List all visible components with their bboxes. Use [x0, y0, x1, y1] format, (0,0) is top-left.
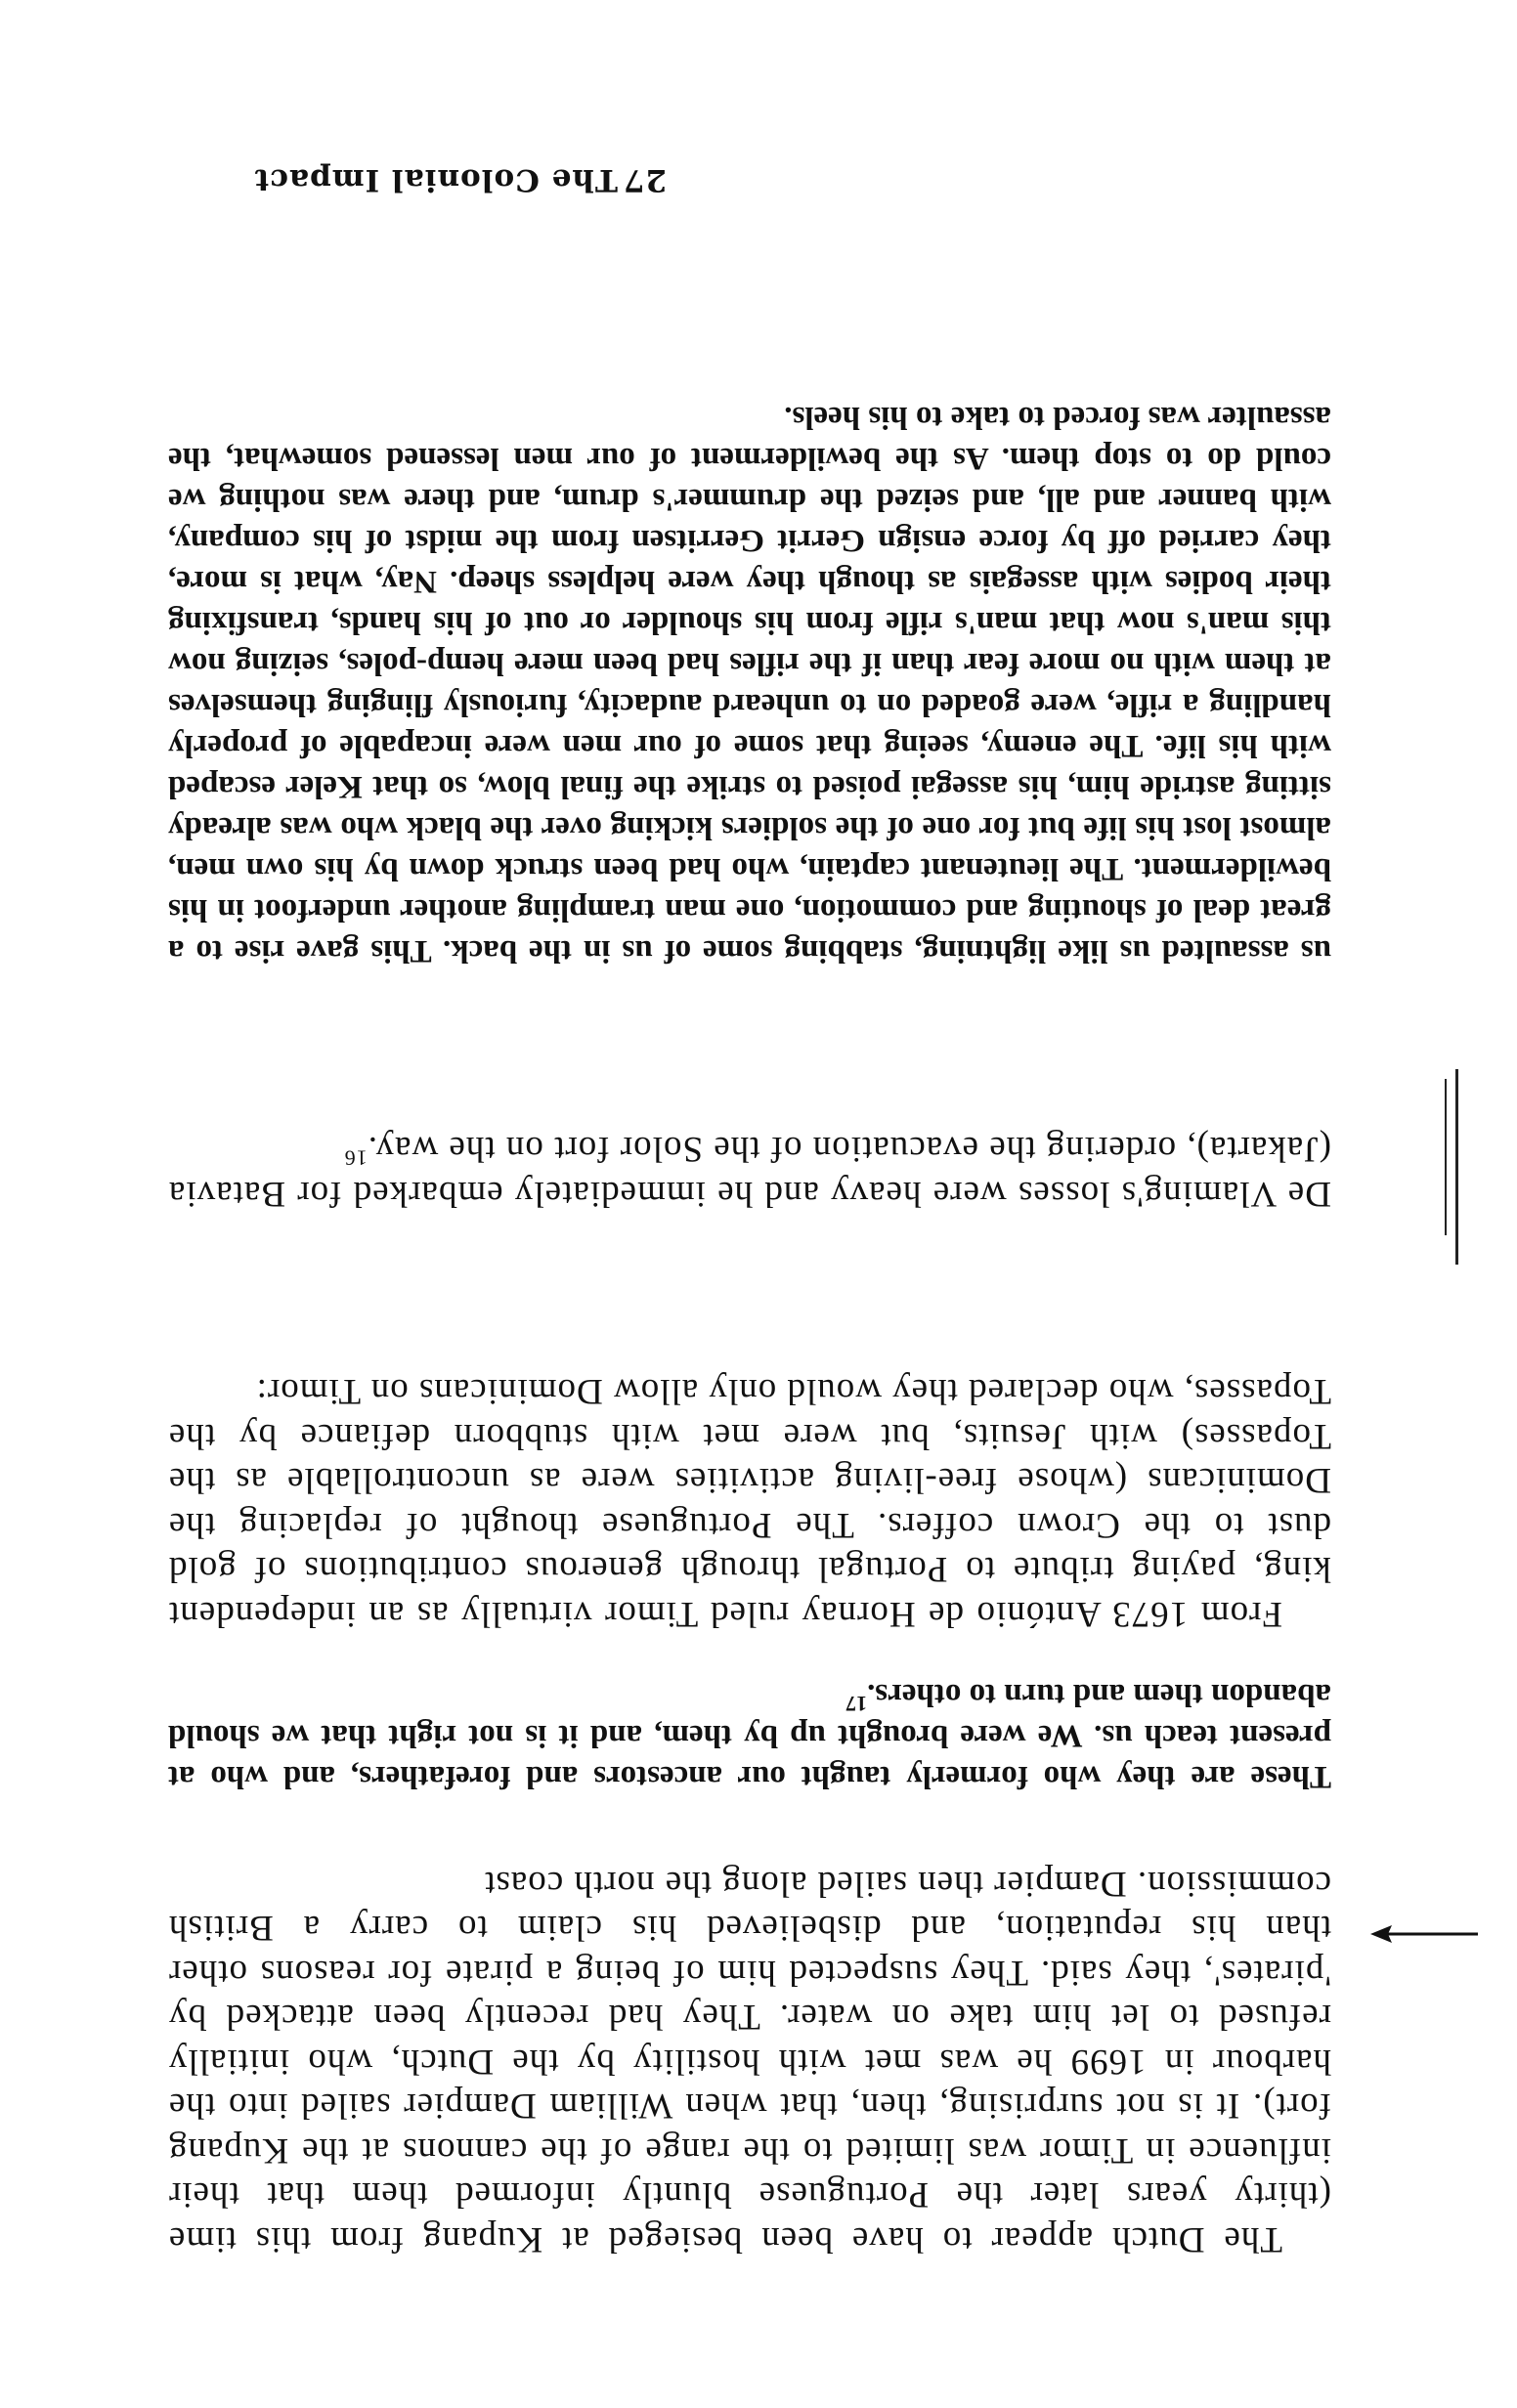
block-quote-assault: [168, 397, 1331, 971]
paragraph-de-vlaming-text: De Vlaming's losses were heavy and he immediately embarked for Batavia (Jakarta), ordering the evacuation of the Solor fort on the way.: [168, 1129, 1331, 1214]
block-quote-topasses: [168, 1674, 1331, 1797]
margin-arrow-icon: [1370, 1919, 1478, 1949]
footnote-ref-16: 16: [343, 1145, 368, 1171]
page-number: 27: [622, 162, 667, 197]
footnote-ref-17: 17: [845, 1692, 868, 1716]
running-head: The Colonial Impact: [253, 162, 618, 197]
paragraph-dutch-kupang-text: The Dutch appear to have been besieged at Kupang from this time (thirty years later the Portuguese bluntly informed them that their influence in Timor was limited to the range of the cannons at the Kupang fort). It is not surprising, then, that when William Dampier sailed into the harbour in 1699 he was met with hostility by the Dutch, who initially refused to let him take on water. They had recently been attacked by 'pirates', they said. They suspected him of being a pirate for reasons other than his reputation, and disbelieved his claim to carry a British commission. Dampier then sailed along the north coast: [168, 1864, 1331, 2259]
margin-mark-line-second: [1445, 1079, 1447, 1235]
margin-mark-line: [1455, 1069, 1458, 1265]
page-header: [207, 139, 667, 197]
quote-assault-text: us assaulted us like lightning, stabbing some of us in the back. This gave rise to a great deal of shouting and commotion, one man trampling another underfoot in his bewilderment. The lieutenant captain, who had been struck down by his own men, almost lost his life but for one of the soldiers kicking over the black who was already sitting astride him, his assegai poised to strike the final blow, so that Keler escaped with his life. The enemy, seeing that some of our men were incapable of properly handling a rifle, were goaded on to unheard audacity, furiously flinging themselves at them with no more fear than if the rifles had been mere hemp-poles, seizing now this man's now that man's rifle from his shoulder or out of his hands, transfixing their bodies with assegais as though they were helpless sheep. Nay, what is more, they carried off by force ensign Gerrit Gerritsen from the midst of his company, with banner and all, and seized the drummer's drum, and there was nothing we could do to stop them. As the bewilderment of our men lessened somewhat, the assaulter was forced to take to his heels.: [168, 400, 1331, 968]
paragraph-hornay-text: From 1673 António de Hornay ruled Timor virtually as an independent king, paying tribute to Portugal through generous contributions of gold dust to the Crown coffers. The Portuguese thought of replacing the Dominicans (whose free-living activities were as uncontrollable as the Topasses) with Jesuits, but were met with stubborn defiance by the Topasses, who declared they would only allow Dominicans on Timor:: [168, 1371, 1331, 1634]
paragraph-dutch-kupang: [168, 1862, 1331, 2262]
paragraph-hornay: [168, 1369, 1331, 1636]
paragraph-de-vlaming: [168, 1127, 1331, 1216]
quote-topasses-text: These are they who formerly taught our ancestors and forefathers, and who at present teach us. We were brought up by them, and it is not right that we should abandon them and turn to others.: [168, 1677, 1331, 1794]
